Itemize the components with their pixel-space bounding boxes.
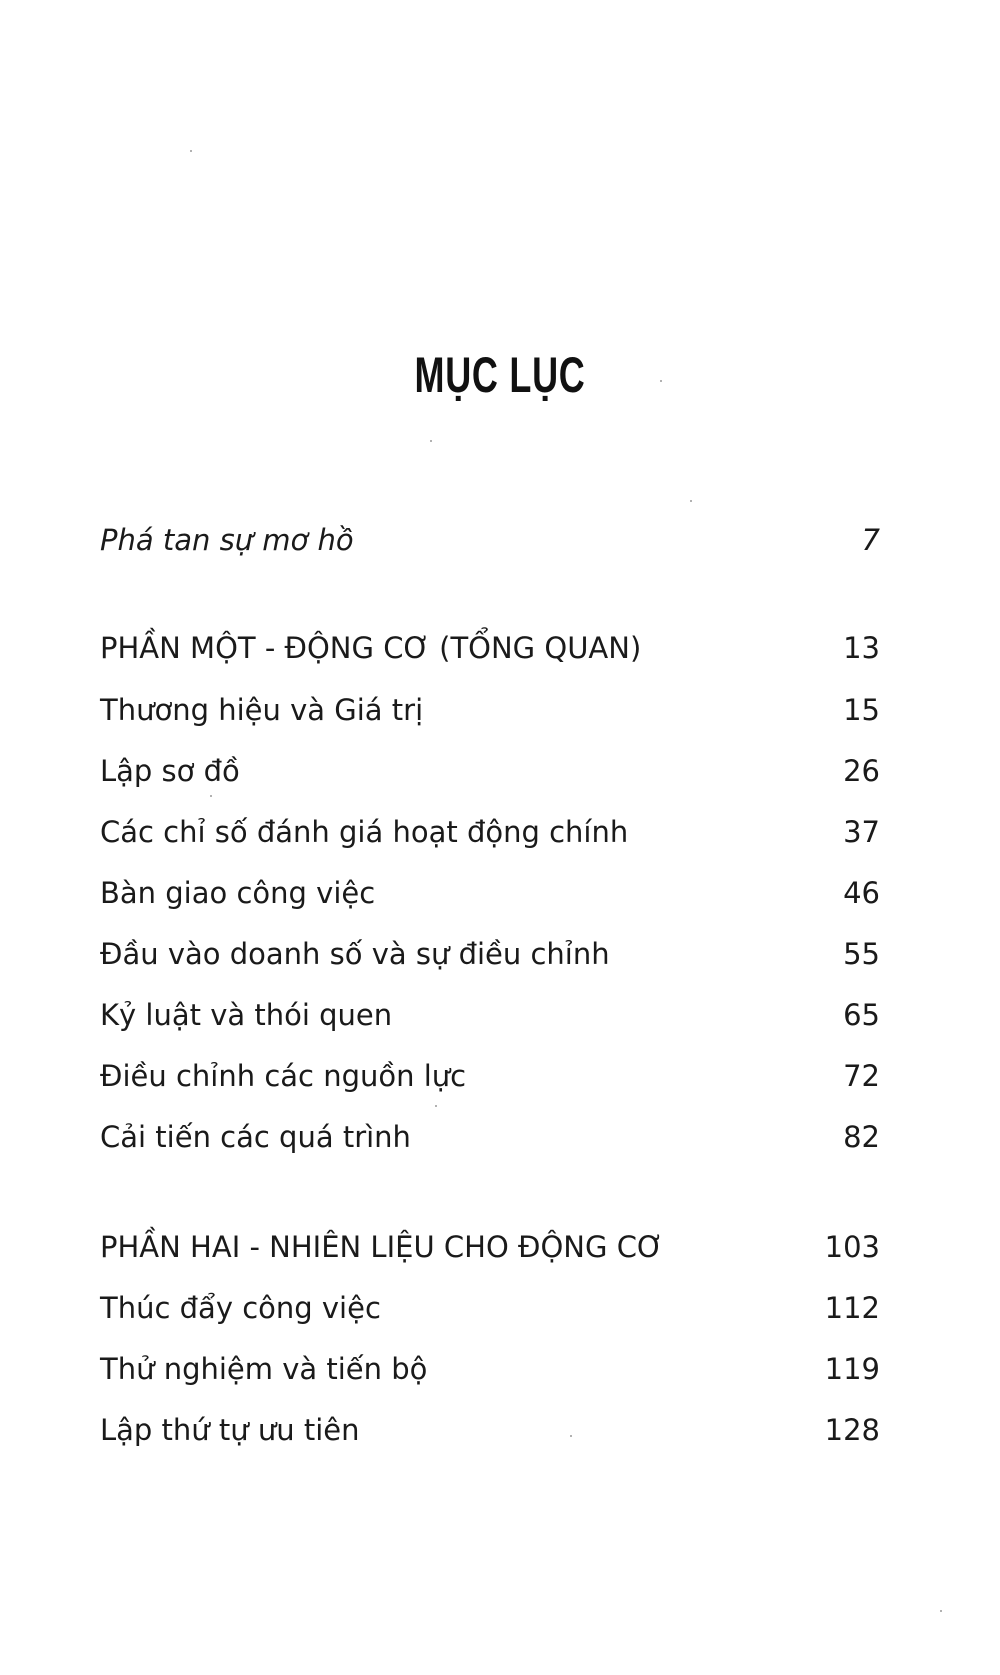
toc-entry-label: Lập sơ đồ bbox=[100, 754, 240, 788]
toc-entry-row bbox=[100, 1054, 880, 1098]
toc-entry-label: Bàn giao công việc bbox=[100, 876, 376, 910]
scan-speck bbox=[190, 150, 192, 152]
toc-entry-label: Các chỉ số đánh giá hoạt động chính bbox=[100, 815, 629, 849]
toc-entry-row bbox=[100, 1347, 880, 1391]
page-title: MỤC LỤC bbox=[414, 347, 586, 403]
toc-entry-row bbox=[100, 932, 880, 976]
toc-entry-label: Phá tan sự mơ hồ bbox=[100, 523, 354, 557]
scan-speck bbox=[570, 1435, 572, 1437]
toc-page-number: 37 bbox=[843, 815, 880, 849]
toc-entry-label: Điều chỉnh các nguồn lực bbox=[100, 1059, 467, 1093]
toc-page-number: 26 bbox=[843, 754, 880, 788]
toc-entry-label: Cải tiến các quá trình bbox=[100, 1120, 411, 1154]
toc-intro-row bbox=[100, 518, 880, 562]
toc-entry-row bbox=[100, 688, 880, 732]
toc-entry-label: Kỷ luật và thói quen bbox=[100, 998, 393, 1032]
toc-page-number: 15 bbox=[843, 693, 880, 727]
toc-entry-row bbox=[100, 749, 880, 793]
toc-entry-row bbox=[100, 1115, 880, 1159]
toc-page-number: 103 bbox=[824, 1230, 880, 1264]
toc-page-number: 7 bbox=[861, 523, 880, 557]
toc-entry-label: Lập thứ tự ưu tiên bbox=[100, 1413, 360, 1447]
toc-page-number: 65 bbox=[843, 998, 880, 1032]
toc-entry-row bbox=[100, 810, 880, 854]
toc-page-number: 72 bbox=[843, 1059, 880, 1093]
toc-part-label: PHẦN MỘT - ĐỘNG CƠ (TỔNG QUAN) bbox=[100, 631, 642, 665]
scan-speck bbox=[660, 380, 662, 382]
toc-entry-row bbox=[100, 1408, 880, 1452]
toc-entry-label: Đầu vào doanh số và sự điều chỉnh bbox=[100, 937, 610, 971]
scan-speck bbox=[940, 1610, 942, 1612]
toc-page-number: 55 bbox=[843, 937, 880, 971]
scan-speck bbox=[210, 795, 212, 797]
toc-entry-label: Thử nghiệm và tiến bộ bbox=[100, 1352, 428, 1386]
toc-entry-row bbox=[100, 1286, 880, 1330]
toc-entry-row bbox=[100, 871, 880, 915]
toc-entry-row bbox=[100, 993, 880, 1037]
toc-page-number: 119 bbox=[824, 1352, 880, 1386]
toc-part-heading bbox=[100, 626, 880, 670]
toc-page-number: 128 bbox=[824, 1413, 880, 1447]
scan-speck bbox=[430, 440, 432, 442]
toc-entry-label: Thúc đẩy công việc bbox=[100, 1291, 381, 1325]
toc-page-number: 112 bbox=[824, 1291, 880, 1325]
toc-entry-label: Thương hiệu và Giá trị bbox=[100, 693, 424, 727]
toc-part-label: PHẦN HAI - NHIÊN LIỆU CHO ĐỘNG CƠ bbox=[100, 1230, 664, 1264]
toc-page-number: 46 bbox=[843, 876, 880, 910]
toc-page-number: 13 bbox=[843, 631, 880, 665]
scan-speck bbox=[690, 500, 692, 502]
toc-part-heading bbox=[100, 1225, 880, 1269]
toc-page-number: 82 bbox=[843, 1120, 880, 1154]
scan-speck bbox=[435, 1105, 437, 1107]
